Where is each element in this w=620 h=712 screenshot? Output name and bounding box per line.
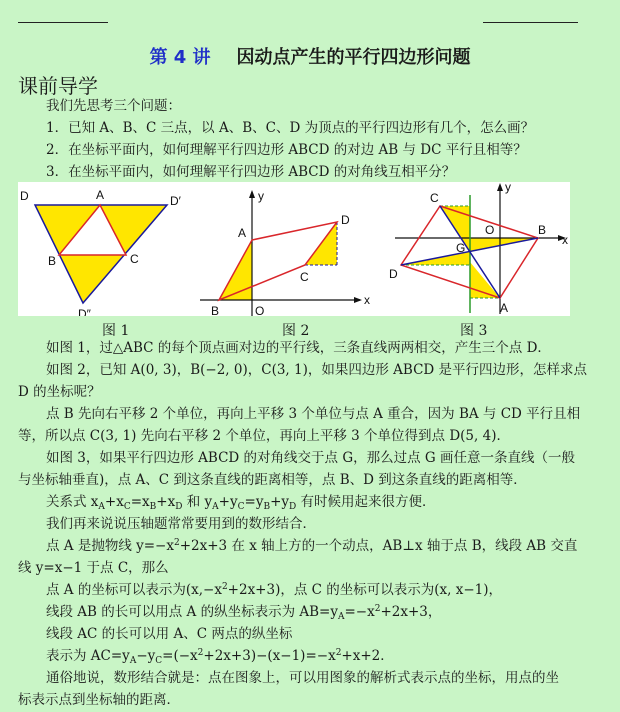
text-segment: =y — [244, 494, 264, 510]
fig2-label-d: D — [341, 213, 350, 227]
intro-line: 3．在坐标平面内，如何理解平行四边形 ABCD 的对角线互相平分？ — [46, 164, 456, 180]
subscript: B — [263, 502, 271, 512]
body-line — [18, 558, 169, 578]
subscript: C — [237, 502, 245, 512]
text-segment: +x — [104, 494, 124, 510]
body-line — [18, 690, 180, 710]
subscript: D — [175, 502, 183, 512]
text-segment: 和 y — [182, 494, 213, 510]
fig2-label-o: O — [255, 304, 265, 316]
subscript: B — [149, 502, 157, 512]
text-segment: 与坐标轴垂直)，点 A、C 到这条直线的距离相等，点 B、D 到这条直线的距离相等． — [18, 472, 527, 488]
fig3-label-o: O — [485, 223, 495, 237]
fig1-label-d: D — [20, 189, 29, 203]
lecture-title: 因动点产生的平行四边形问题 — [236, 47, 471, 68]
figure-3-caption: 图 3 — [460, 323, 488, 339]
figure-2 — [200, 189, 370, 316]
intro-line: 我们先思考三个问题： — [46, 98, 181, 114]
body-line — [46, 448, 575, 468]
figures-panel — [18, 182, 570, 316]
body-line — [18, 382, 101, 402]
fig3-label-b: B — [538, 223, 547, 237]
figure-3 — [389, 182, 568, 315]
subscript: D — [289, 502, 297, 512]
body-line — [46, 360, 587, 380]
subscript: A — [212, 502, 219, 512]
fig2-label-b: B — [211, 304, 220, 316]
text-segment: =(−x — [162, 648, 198, 664]
superscript: 2 — [335, 648, 342, 658]
fig1-label-a: A — [96, 188, 105, 202]
header-rule-left — [18, 22, 108, 23]
text-segment: +x — [156, 494, 176, 510]
text-segment: 点 B 先向右平移 2 个单位，再向上平移 3 个单位与点 A 重合，因为 BA 与 CD 平行且相 — [46, 406, 581, 422]
text-segment: 关系式 x — [46, 494, 99, 510]
body-line — [46, 668, 559, 688]
text-segment: 通俗地说，数形结合就是：点在图象上，可以用图象的解析式表示点的坐标，用点的坐 — [46, 670, 559, 686]
fig1-label-d-double-prime: D″ — [78, 307, 91, 316]
fig2-label-a: A — [238, 226, 247, 240]
body-line — [46, 624, 292, 644]
body-line — [18, 470, 527, 490]
text-segment: 如图 3，如果平行四边形 ABCD 的对角线交于点 G，那么过点 G 画任意一条直线（一般 — [46, 450, 575, 466]
superscript: 2 — [221, 582, 228, 592]
text-segment: 有时候用起来很方便． — [296, 494, 436, 510]
subscript: A — [337, 612, 345, 622]
text-segment: 线段 AB 的长可以用点 A 的纵坐标表示为 AB=y — [46, 604, 338, 620]
intro-line: 1．已知 A、B、C 三点，以 A、B、C、D 为顶点的平行四边形有几个，怎么画？ — [46, 120, 535, 136]
text-segment: =x — [130, 494, 150, 510]
text-segment: +y — [218, 494, 238, 510]
body-line — [46, 646, 394, 666]
body-line — [46, 536, 577, 556]
text-segment: +2x+3， — [380, 604, 442, 620]
fig1-label-b: B — [48, 254, 57, 268]
intro-line: 2．在坐标平面内，如何理解平行四边形 ABCD 的对边 AB 与 DC 平行且相等？ — [46, 142, 527, 158]
text-segment: +2x+3)，点 C 的坐标可以表示为(x, x−1)， — [227, 582, 503, 598]
superscript: 2 — [374, 604, 381, 614]
fig3-label-x: x — [562, 233, 568, 247]
text-segment: 线 y=x−1 于点 C，那么 — [18, 560, 169, 576]
lecture-number: 第 4 讲 — [149, 47, 211, 68]
body-line — [46, 492, 436, 512]
subscript: C — [155, 656, 163, 666]
body-line — [18, 426, 510, 446]
superscript: 2 — [174, 538, 180, 548]
fig3-label-a: A — [500, 301, 509, 315]
text-segment: 线段 AC 的长可以用 A、C 两点的纵坐标 — [46, 626, 293, 642]
section-title: 课前导学 — [18, 74, 98, 98]
page-title — [0, 43, 620, 69]
text-segment: 标表示点到坐标轴的距离． — [18, 692, 180, 708]
body-line — [46, 404, 580, 424]
text-segment: +2x+3)−(x−1)=−x — [203, 648, 336, 664]
fig2-label-y: y — [258, 189, 264, 203]
fig3-label-d: D — [389, 267, 398, 281]
text-segment: 等，所以点 C(3, 1) 先向右平移 2 个单位，再向上平移 3 个单位得到点 D(5, 4)． — [18, 428, 510, 444]
text-segment: 我们再来说说压轴题常常要用到的数形结合． — [46, 516, 316, 532]
text-segment: D 的坐标呢？ — [18, 384, 101, 400]
text-segment: 点 A 的坐标可以表示为(x,−x — [46, 582, 222, 598]
figure-1-caption: 图 1 — [102, 323, 130, 339]
fig2-label-x: x — [364, 293, 370, 307]
text-segment: 表示为 AC=y — [46, 648, 130, 664]
fig3-label-g: G — [456, 241, 466, 255]
figure-1 — [20, 188, 182, 316]
fig1-label-c: C — [130, 252, 139, 266]
text-segment: +y — [270, 494, 290, 510]
body-line — [46, 580, 502, 600]
text-segment: =−x — [344, 604, 375, 620]
text-segment: +2x+3 在 x 轴上方的一个动点，AB⊥x 轴于点 B，线段 AB 交直 — [179, 538, 578, 554]
body-line — [46, 338, 551, 358]
body-line — [46, 514, 316, 534]
text-segment: −y — [136, 648, 156, 664]
fig1-label-d-prime: D′ — [170, 194, 181, 208]
text-segment: 点 A 是抛物线 y=−x — [46, 538, 174, 554]
superscript: 2 — [197, 648, 204, 658]
subscript: C — [123, 502, 131, 512]
subscript: A — [98, 502, 105, 512]
text-segment: 如图 2，已知 A(0, 3)，B(−2, 0)，C(3, 1)，如果四边形 ABCD 是平行四边形，怎样求点 — [46, 362, 588, 378]
figure-2-caption: 图 2 — [282, 323, 310, 339]
body-line — [46, 602, 441, 622]
text-segment: +x+2． — [341, 648, 394, 664]
subscript: A — [129, 656, 137, 666]
fig2-label-c: C — [300, 270, 309, 284]
fig3-label-c: C — [430, 191, 439, 205]
fig3-label-y: y — [505, 182, 511, 194]
text-segment: 如图 1，过△ABC 的每个顶点画对边的平行线，三条直线两两相交，产生三个点 D． — [46, 340, 551, 356]
header-rule-right — [483, 22, 578, 23]
